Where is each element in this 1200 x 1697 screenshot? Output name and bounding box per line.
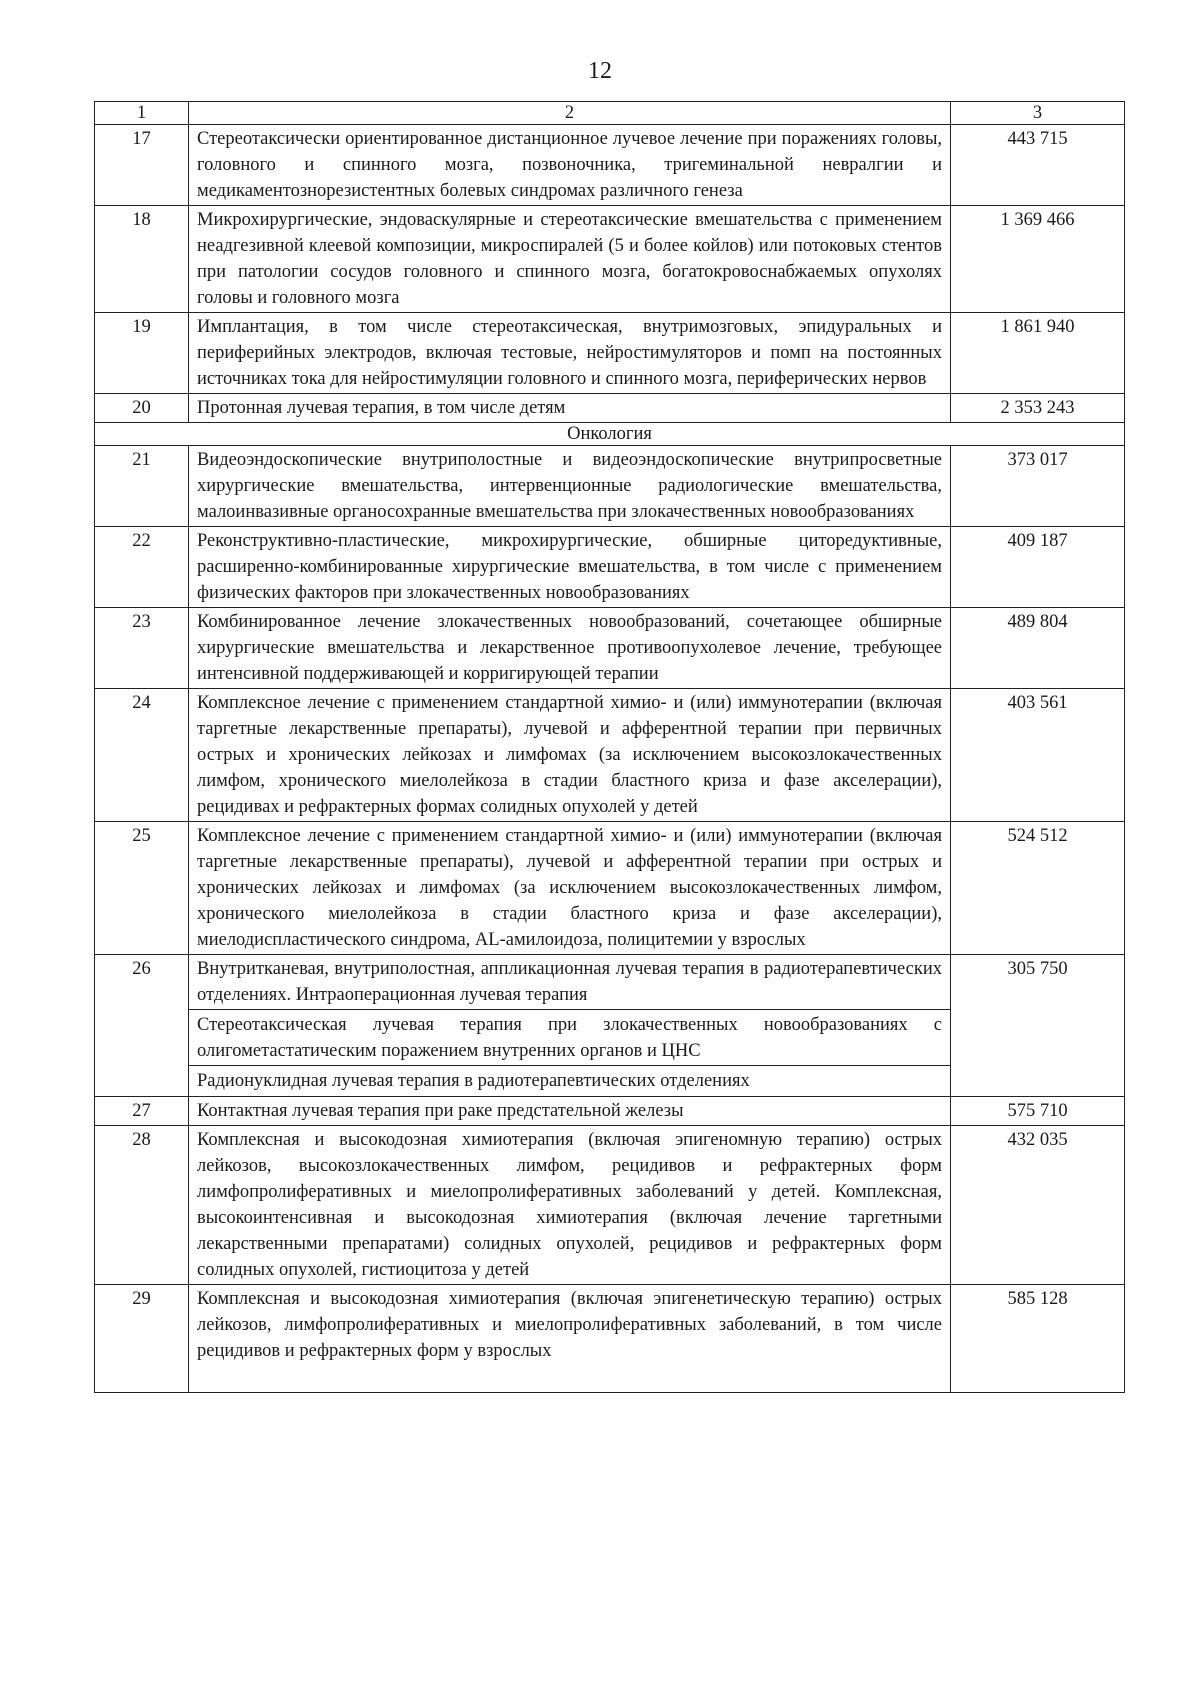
row-subpart: Стереотаксическая лучевая терапия при злокачественных новообразованиях с олигометастатическим поражением внутренних органов и ЦНС: [189, 1009, 950, 1065]
table-row: [95, 394, 1125, 423]
row-price: 489 804: [951, 608, 1125, 689]
table-row: [95, 125, 1125, 206]
row-number: 26: [95, 955, 189, 1097]
row-description-multipart: [189, 955, 951, 1097]
row-number: 29: [95, 1285, 189, 1393]
row-description: Видеоэндоскопические внутриполостные и видеоэндоскопические внутрипросветные хирургические вмешательства, интервенционные радиологические вмешательства, малоинвазивные органосохранные вмешательства при злокачественных новообразованиях: [189, 446, 951, 527]
row-description: Комбинированное лечение злокачественных новообразований, сочетающее обширные хирургические вмешательства и лекарственное противоопухолевое лечение, требующее интенсивной поддерживающей и корригирующей терапии: [189, 608, 951, 689]
row-price: 585 128: [951, 1285, 1125, 1393]
row-number: 24: [95, 689, 189, 822]
row-number: 27: [95, 1097, 189, 1126]
table-row: [95, 1285, 1125, 1393]
row-price: 1 369 466: [951, 206, 1125, 313]
table-row: [95, 1126, 1125, 1285]
row-description: Реконструктивно-пластические, микрохирургические, обширные циторедуктивные, расширенно-комбинированные хирургические вмешательства, в том числе с применением физических факторов при злокачественных новообразованиях: [189, 527, 951, 608]
row-number: 22: [95, 527, 189, 608]
row-description: Имплантация, в том числе стереотаксическая, внутримозговых, эпидуральных и периферийных электродов, включая тестовые, нейростимуляторов и помп на постоянных источниках тока для нейростимуляции головного и спинного мозга, периферических нервов: [189, 313, 951, 394]
row-description: Контактная лучевая терапия при раке предстательной железы: [189, 1097, 951, 1126]
row-description: Стереотаксически ориентированное дистанционное лучевое лечение при поражениях головы, головного и спинного мозга, позвоночника, тригеминальной невралгии и медикаментознорезистентных болевых синдромах различного генеза: [189, 125, 951, 206]
row-price: 432 035: [951, 1126, 1125, 1285]
row-price: 403 561: [951, 689, 1125, 822]
header-col-1: 1: [95, 102, 189, 125]
row-number: 23: [95, 608, 189, 689]
row-description: Комплексное лечение с применением стандартной химио- и (или) иммунотерапии (включая таргетные лекарственные препараты), лучевой и афферентной терапии при острых и хронических лейкозах и лимфомах (за исключением высокозлокачественных лимфом, хронического миелолейкоза в стадии бластного криза и фазе акселерации), миелодиспластического синдрома, AL-амилоидоза, полицитемии у взрослых: [189, 822, 951, 955]
header-col-3: 3: [951, 102, 1125, 125]
row-price: 409 187: [951, 527, 1125, 608]
table-row: [95, 1097, 1125, 1126]
row-description: Протонная лучевая терапия, в том числе детям: [189, 394, 951, 423]
row-description: Комплексное лечение с применением стандартной химио- и (или) иммунотерапии (включая таргетные лекарственные препараты), лучевой и афферентной терапии при первичных острых и хронических лейкозах и лимфомах (за исключением высокозлокачественных лимфом, хронического миелолейкоза в стадии бластного криза и фазе акселерации), рецидивах и рефрактерных формах солидных опухолей у детей: [189, 689, 951, 822]
row-price: 575 710: [951, 1097, 1125, 1126]
row-number: 21: [95, 446, 189, 527]
row-number: 20: [95, 394, 189, 423]
row-description: Комплексная и высокодозная химиотерапия (включая эпигеномную терапию) острых лейкозов, высокозлокачественных лимфом, рецидивов и рефрактерных форм лимфопролиферативных и миелопролиферативных заболеваний у детей. Комплексная, высокоинтенсивная и высокодозная химиотерапия (включая лечение таргетными лекарственными препаратами) солидных опухолей, рецидивов и рефрактерных форм солидных опухолей, гистиоцитоза у детей: [189, 1126, 951, 1285]
row-price: 443 715: [951, 125, 1125, 206]
table-row: [95, 446, 1125, 527]
tariff-table: [94, 101, 1125, 1393]
row-description: Микрохирургические, эндоваскулярные и стереотаксические вмешательства с применением неадгезивной клеевой композиции, микроспиралей (5 и более койлов) или потоковых стентов при патологии сосудов головного и спинного мозга, богатокровоснабжаемых опухолях головы и головного мозга: [189, 206, 951, 313]
row-price: 373 017: [951, 446, 1125, 527]
row-subpart: Внутритканевая, внутриполостная, аппликационная лучевая терапия в радиотерапевтических отделениях. Интраоперационная лучевая терапия: [197, 959, 942, 1005]
row-price: 524 512: [951, 822, 1125, 955]
row-price: 2 353 243: [951, 394, 1125, 423]
header-col-2: 2: [189, 102, 951, 125]
row-number: 18: [95, 206, 189, 313]
row-price: 305 750: [951, 955, 1125, 1097]
row-number: 19: [95, 313, 189, 394]
table-row: [95, 206, 1125, 313]
table-header-row: [95, 102, 1125, 125]
table-row: [95, 689, 1125, 822]
row-number: 17: [95, 125, 189, 206]
table-row: [95, 955, 1125, 1097]
section-heading-oncology: Онкология: [95, 423, 1125, 446]
section-heading-row: [95, 423, 1125, 446]
table-row: [95, 822, 1125, 955]
table-row: [95, 313, 1125, 394]
row-subpart: Радионуклидная лучевая терапия в радиотерапевтических отделениях: [189, 1065, 950, 1095]
row-number: 28: [95, 1126, 189, 1285]
row-description: Комплексная и высокодозная химиотерапия (включая эпигенетическую терапию) острых лейкозов, лимфопролиферативных и миелопролиферативных заболеваний, в том числе рецидивов и рефрактерных форм у взрослых: [189, 1285, 951, 1393]
row-number: 25: [95, 822, 189, 955]
table-row: [95, 608, 1125, 689]
table-row: [95, 527, 1125, 608]
page-number: 12: [588, 58, 612, 84]
row-price: 1 861 940: [951, 313, 1125, 394]
